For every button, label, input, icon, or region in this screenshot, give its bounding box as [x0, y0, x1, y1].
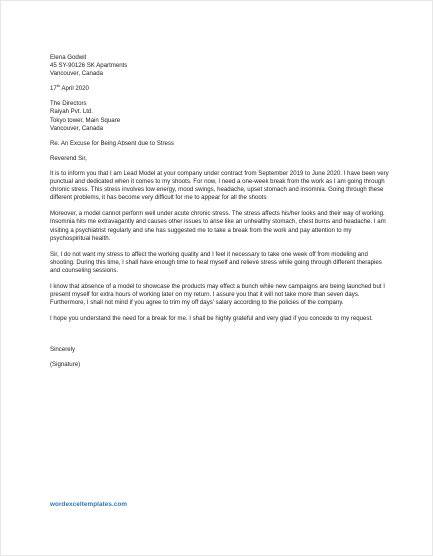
date-month-year: April 2020: [60, 85, 89, 93]
signature-placeholder: (Signature): [50, 361, 81, 369]
closing: Sincerely: [50, 346, 76, 354]
letter-date: [50, 85, 390, 93]
subject-line: Re. An Excuse for Being Absent due to Stress: [50, 139, 174, 147]
sender-address-line1: 45 SY-90126 SK Apartments: [50, 62, 128, 70]
recipient-line4: Vancouver, Canada: [50, 124, 104, 132]
sender-name: Elena Godwit: [50, 54, 87, 61]
recipient-line3: Tokyo tower, Main Square: [50, 116, 121, 124]
body-paragraph-5: I hope you understand the need for a break for me. I shall be highly grateful and very glad if you concede to my request.: [50, 315, 373, 323]
recipient-line2: Raiyah Pvt. Ltd.: [50, 108, 94, 116]
body-paragraph-2: Moreover, a model cannot perform well under acute chronic stress. The stress affects his/her looks and their way of working. Insomnia hits me extravagantly and causes other issues to arise like an unhealthy stomach, chest burns and headache. I am visiting a psychiatrist regularly and she has suggested me to take a break from the work and pay attention to my psychospiritual health.: [50, 210, 386, 242]
body-paragraph-3: Sir, I do not want my stress to affect the working quality and I feel it necessary to take one week off from modeling and shooting. During this time, I shall have enough time to heal myself and relieve stress while going through different therapies and counseling sessions.: [50, 250, 382, 274]
recipient-line1: The Directors: [50, 100, 87, 108]
date-day-suffix: th: [56, 83, 61, 89]
footer-site-link[interactable]: wordexceltemplates.com: [50, 501, 128, 508]
letter-body: [50, 54, 390, 370]
salutation: Reverend Sir,: [50, 154, 87, 162]
date-day: 17: [50, 85, 57, 93]
sender-address-line2: Vancouver, Canada: [50, 70, 104, 78]
body-paragraph-4: I know that absence of a model to showcase the products may effect a bunch while new campaigns are being launched but I present myself for extra hours of working later on my return. I assure you that it will not take more than seven days. Furthermore, I shall not mind if you agree to trim my off days' salary according to the policies of the company.: [50, 282, 385, 307]
body-paragraph-1: It is to inform you that I am Lead Model at your company under contract from September 2019 to June 2020. I have been very punctual and dedicated when it comes to my shoots. For now, I need a one-week break from the work as I am going through chronic stress. This stress involves low energy, mood swings, headache, upset stomach and insomnia. Going through these different problems, it has become very difficult for me to appear for all the shoots: [50, 169, 389, 202]
